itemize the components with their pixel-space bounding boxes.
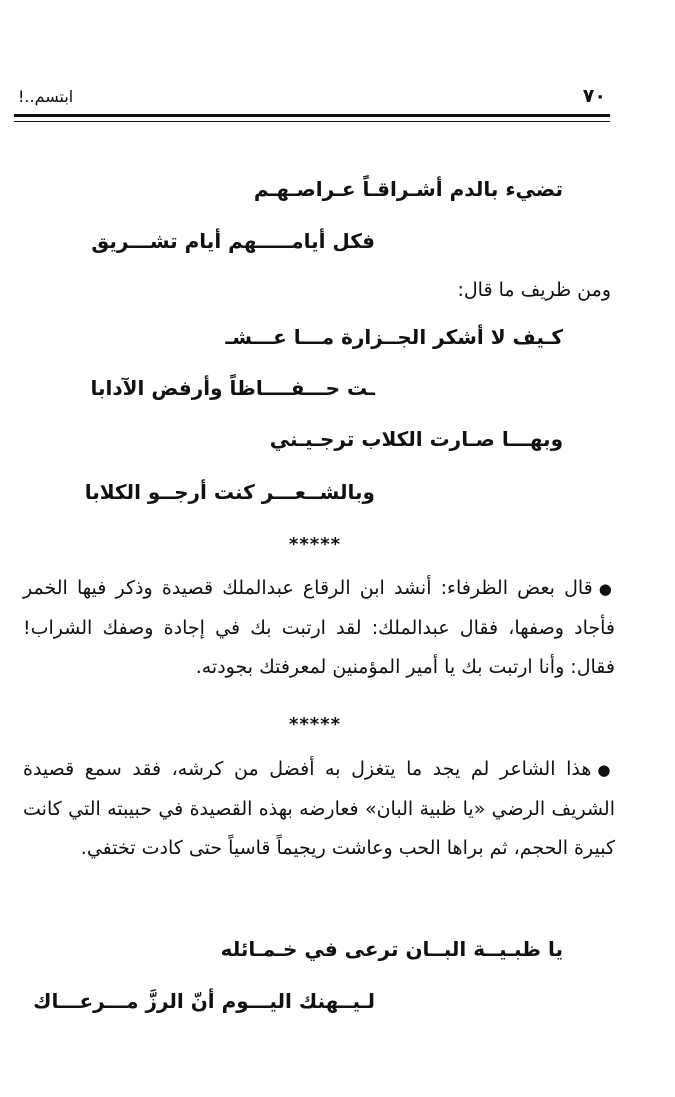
separator-2: *****	[288, 714, 342, 735]
separator-1: *****	[288, 534, 342, 555]
poem2-line4: وبالشــعـــر كنت أرجــو الكلابا	[84, 480, 375, 504]
running-title: ابتسم..!	[18, 87, 74, 106]
page-header	[14, 84, 606, 112]
bullet-icon: ●	[598, 580, 615, 598]
poem3-line2: لـيــهنك اليـــوم أنّ الرزَّ مـــرعـــاك	[33, 989, 375, 1013]
poem2-line1: كـيف لا أشكر الجــزارة مـــا عـــشـ	[225, 325, 563, 349]
page-number: ٧٠	[582, 85, 606, 107]
poem1-line1: تضيء بالدم أشـراقـاً عـراصـهـم	[253, 177, 563, 201]
bullet-icon: ●	[597, 761, 615, 779]
poem3-line1: يا ظبـيــة البــان ترعى في خـمـائله	[220, 937, 563, 961]
intro-line: ومن ظريف ما قال:	[457, 279, 611, 301]
header-rule-thin	[14, 121, 610, 122]
poem1-line2: فكل أيامـــــهم أيام تشـــريق	[91, 229, 375, 253]
anecdote-2	[23, 750, 615, 868]
anecdote-1-text: قال بعض الظرفاء: أنشد ابن الرقاع عبدالملك قصيدة وذكر فيها الخمر فأجاد وصفها، فقال عبدالملك: لقد ارتبت بك في إجادة وصفك الشراب! فقال: وأنا ارتبت بك يا أمير المؤمنين لمعرفتك بجودته.	[23, 577, 615, 678]
poem2-line2: ـت حـــفــــاظاً وأرفض الآدابا	[90, 376, 375, 400]
anecdote-2-text: هذا الشاعر لم يجد ما يتغزل به أفضل من كرشه، فقد سمع قصيدة الشريف الرضي «يا ظبية البان» فعارضه بهذه القصيدة في حبيبته التي كانت كبيرة الحجم، ثم براها الحب وعاشت ريجيماً قاسياً حتى كادت تختفي.	[23, 758, 615, 859]
poem2-line3: وبهـــا صـارت الكلاب ترجـيـني	[269, 427, 563, 451]
anecdote-1	[23, 569, 615, 687]
header-rule-thick	[14, 114, 610, 117]
